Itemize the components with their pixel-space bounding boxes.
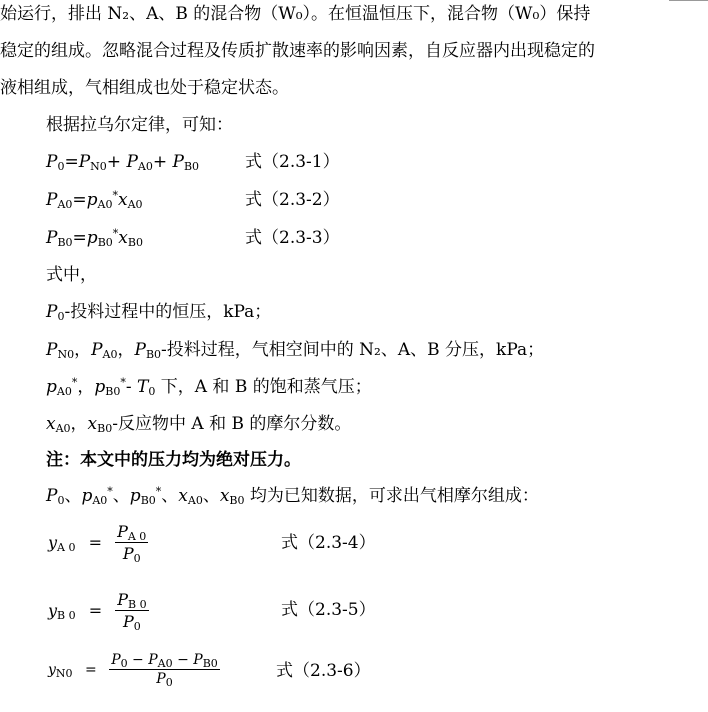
equation-2-3-6: $y_{N0}$ = $\frac{P_0 - P_{A0} - P_{B0}}{P_0}$ (48, 652, 218, 689)
equation-2-3-4: $y_{A 0}$ = $\frac{P_{A 0}}{P_0}$ (48, 522, 147, 565)
where-label: 式中， (46, 265, 97, 285)
definition-p0: $P_0-$投料过程中的恒压，kPa； (46, 302, 272, 323)
paragraph-line-2: 稳定的组成。忽略混合过程及传质扩散速率的影响因素，自反应器内出现稳定的 (0, 41, 595, 61)
top-rule (669, 0, 708, 1)
equation-ref-2-3-6: 式（2.3-6） (276, 661, 371, 681)
definition-partial-pressures: $P_{N0}$，$P_{A0}$，$P_{B0}-$投料过程，气相空间中的 N₂、A、B 分压，kPa； (46, 340, 545, 361)
definition-mole-fraction: $x_{A0}$，$x_{B0}-$反应物中 A 和 B 的摩尔分数。 (46, 414, 352, 435)
equation-2-3-2: $P_{A0}=p_{A0}^*x_{A0}$ (46, 189, 143, 211)
equation-ref-2-3-2: 式（2.3-2） (245, 190, 340, 210)
equation-2-3-1: $P_0=P_{N0}+ P_{A0}+ P_{B0}$ (46, 152, 200, 173)
equation-2-3-5: $y_{B 0}$ = $\frac{P_{B 0}}{P_0}$ (48, 590, 147, 633)
known-data-sentence: $P_0$、$p_{A0}^*$、$p_{B0}^*$、$x_{A0}$、$x_{B0}$ 均为已知数据，可求出气相摩尔组成： (46, 485, 539, 507)
note-absolute-pressure: 注：本文中的压力均为绝对压力。 (46, 450, 301, 470)
equation-ref-2-3-1: 式（2.3-1） (245, 152, 340, 172)
paragraph-line-3: 液相组成，气相组成也处于稳定状态。 (0, 78, 289, 98)
paragraph-line-1: 始运行，排出 N₂、A、B 的混合物（W₀）。在恒温恒压下，混合物（W₀）保持 (0, 4, 591, 24)
definition-saturation-pressure: $p_{A0}^*$，$p_{B0}^*-$ $T_0$ 下，A 和 B 的饱和蒸气压； (46, 376, 372, 398)
raoult-intro: 根据拉乌尔定律，可知： (46, 115, 233, 135)
equation-ref-2-3-5: 式（2.3-5） (281, 600, 376, 620)
equation-2-3-3: $P_{B0}=p_{B0}^*x_{B0}$ (46, 227, 143, 249)
equation-ref-2-3-4: 式（2.3-4） (281, 533, 376, 553)
equation-ref-2-3-3: 式（2.3-3） (245, 228, 340, 248)
